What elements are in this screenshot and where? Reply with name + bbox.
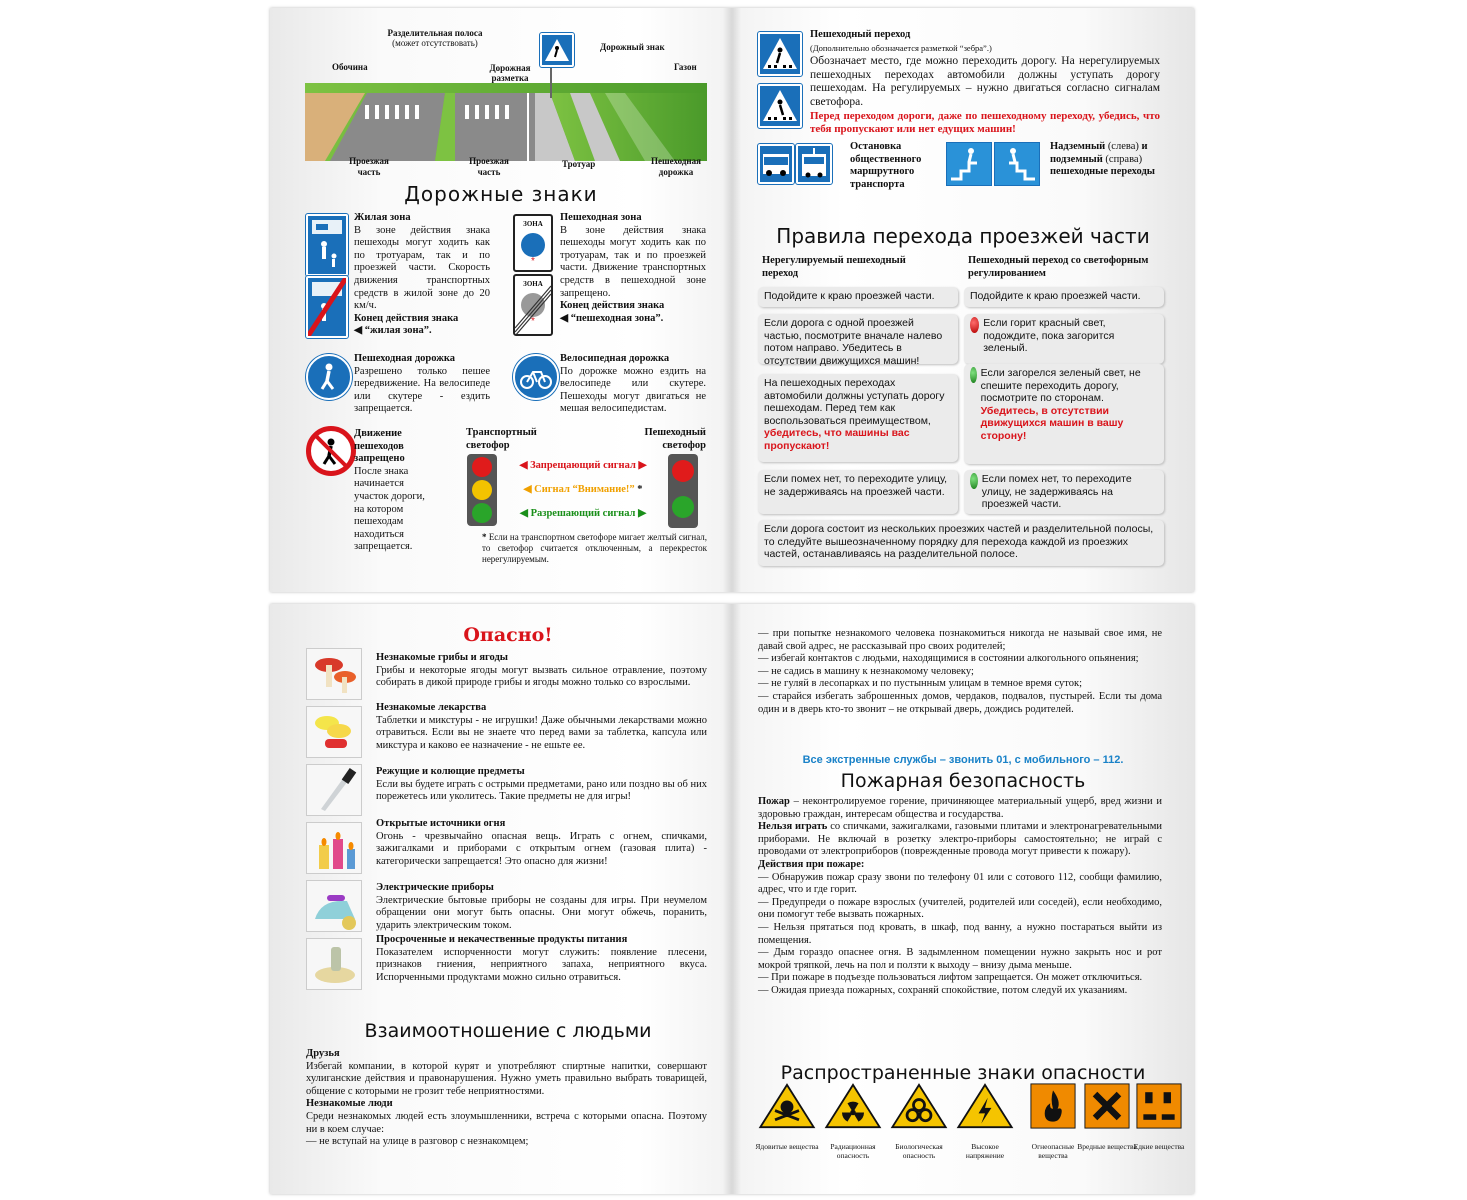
danger-item-4: Открытые источники огня Огонь - чрезвычайно опасная вещь. Играть с огнем, спичками, зажигалками и приборами с открытым огнем (газовая плита) - категорически запрещается! Это опасно для жизни! [376,818,707,867]
signal-stop: ◀ Запрещающий сигнал ▶ [519,460,647,471]
emergency-line: Все экстренные службы – звонить 01, с мобильного – 112. [802,754,1124,766]
danger-item-5: Электрические приборы Электрические бытовые приборы не созданы для игры. При неумелом обращении они могут быть опасны. Они могут обжечь, поранить, ударить электрическим током. [376,882,707,931]
label-lawn: Газон [674,62,697,72]
radiation-icon [822,1083,884,1129]
danger-item-3: Режущие и колющие предметы Если вы будете играть с острыми предметами, рано или поздно вы об них порежетесь или уколитесь. Такие предметы не для игры! [376,766,707,803]
hazard-label-3: Биологическая опасность [895,1142,943,1160]
danger-item-1: Незнакомые грибы и ягоды Грибы и некоторые ягоды могут вызвать сильное отравление, поэтому собирать в дикой природе грибы и ягоды можно только со взрослыми. [376,652,707,689]
crosswalk-sign-icon [540,33,574,67]
rule-c2-1: Подойдите к краю проезжей части. [964,287,1164,307]
page-crossing-rules [732,8,1194,592]
rule-c2-3: Если загорелся зеленый свет, не спешите переходить дорогу, посмотрите по сторонам. Убедитесь, в отсутствии движущихся машин в вашу сторону! [964,364,1164,464]
bike-path-sign-icon [513,354,559,400]
ped-path-text: Пешеходная дорожка Разрешено только пешее передвижение. На велосипеде или скутере - ездить запрещается. [354,353,490,415]
hazard-label-6: Вредные вещества [1077,1142,1137,1151]
transport-light-label: Транспортный светофор [466,427,537,451]
bus-stop-sign-icon [758,144,794,184]
spoiled-food-image [306,938,362,990]
underpass-text: Надземный (слева) и подземный (справа) пешеходные переходы [1050,141,1155,178]
rule-c1-1: Подойдите к краю проезжей части. [758,287,958,307]
fire-title: Пожарная безопасность [840,770,1086,792]
skull-icon [756,1083,818,1129]
hazard-label-4: Высокое напряжение [965,1142,1005,1160]
iron-image [306,880,362,932]
no-pedestrians-sign-icon [306,426,356,476]
corrosive-icon [1128,1083,1190,1129]
ped-zone-end-sign-icon: ЗОНА * [513,274,553,336]
living-zone-end-sign-icon [306,276,348,338]
label-road-sign: Дорожный знак [600,42,665,52]
no-pedestrians-text: Движение пешеходов запрещено После знака начинается участок дороги, на котором пешеходам находиться запрещается. [354,428,425,553]
signal-go: ◀ Разрешающий сигнал ▶ [519,508,647,519]
label-carriageway-1: Проезжая часть [349,156,389,177]
bus-stop-text: Остановка общественного маршрутного транспорта [850,141,922,190]
label-sidewalk: Тротуар [562,159,596,169]
overpass-sign-icon [946,142,992,186]
strangers-list: — при попытке незнакомого человека познакомиться никогда не называй свое имя, не давай свой адрес, не рассказывай про своих родителей; — избегай контактов с людьми, находящимися в состоянии алкогольного опьянения; — не садись в машину к незнакомому человеку; — не гуляй в лесопарках и по пустынным улицам в темное время суток; — старайся избегать заброшенных домов, чердаков, подвалов, пустырей. Если ты дома один и в дверь кто-то звонит – не открывай дверь, дождись родителей. [758,628,1162,715]
hazard-label-2: Радиационная опасность [830,1142,876,1160]
label-marking: Дорожная разметка [489,63,531,83]
sign-post [550,68,552,98]
fire-text: Пожар – неконтролируемое горение, причиняющее материальный ущерб, вред жизни и здоровью граждан, интересам общества и государства. Нельзя играть со спичками, зажигалками, газовыми плитами и электронагревательными приборами. Не включай в розетку электро-приборы самостоятельно; не играй с проводами от электроприборов (поврежденные провода могут привести к пожару). Действия при пожаре: — Обнаружив пожар сразу звони по телефону 01 или с сотового 112, сообщи фамилию, адрес, что и где горит. — Предупреди о пожаре взрослых (учителей, родителей или соседей), если необходимо, они помогут тебе вызвать пожарных. — Нельзя прятаться под кровать, в шкаф, под ванну, а нужно постараться выйти из помещения. — Дым гораздо опаснее огня. В задымленном помещении нужно закрыть нос и рот мокрой тряпкой, лечь на пол и ползти к выходу – внизу дыма меньше. — При пожаре в подъезде пользоваться лифтом запрещается. Он может отключиться. — Ожидая приезда пожарных, сохраняй спокойствие, потом следуй их указаниям. [758,796,1162,996]
hazard-label-7: Едкие вещества [1133,1142,1185,1151]
pedestrian-traffic-light [668,454,698,528]
hazard-label-5: Огнеопасные вещества [1031,1142,1075,1160]
label-shoulder: Обочина [332,62,368,72]
ped-path-sign-icon [306,354,352,400]
green-light-icon [970,367,977,383]
top-spread [270,8,1194,592]
rule-c2-4: Если помех нет, то переходите улицу, не задерживаясь на проезжей части. [964,470,1164,514]
crosswalk-sign-2-icon [758,84,802,128]
rules-title: Правила перехода проезжей части [776,224,1150,248]
rule-wide: Если дорога состоит из нескольких проезжих частей и разделительной полосы, то следуйте вышеозначенному порядку для перехода каждой из проезжих частей, останавливаясь на разделительной полосе. [758,520,1164,566]
flame-icon [1022,1083,1084,1129]
crosswalk-sign-1-icon [758,32,802,76]
lights-footnote: * Если на транспортном светофоре мигает желтый сигнал, то светофор считается отключенным, а перекресток нерегулируемым. [482,532,708,564]
medicines-image [306,706,362,758]
road-illustration [305,83,707,161]
rule-c2-2: Если горит красный свет, подождите, пока загорится зеленый. [964,314,1164,364]
pedestrian-light-label: Пешеходный светофор [644,427,706,451]
danger-item-6: Просроченные и некачественные продукты питания Показателем испорченности могут служить: появление плесени, признаков гниения, неприятного запаха, неприятного вкуса. Испорченными продуктами можно сильно отравиться. [376,934,707,983]
rule-c1-4: Если помех нет, то переходите улицу, не задерживаясь на проезжей части. [758,470,958,514]
green-light-icon [970,473,978,489]
lightning-icon [954,1083,1016,1129]
underpass-sign-icon [994,142,1040,186]
candles-image [306,822,362,874]
rule-c1-3: На пешеходных переходах автомобили должны уступать дорогу пешеходам. Перед тем как воспользоваться преимуществом, убедитесь, что машины вас пропускают! [758,374,958,462]
danger-item-2: Незнакомые лекарства Таблетки и микстуры - не игрушки! Даже обычными лекарствами можно отравиться. Если вы не знаете что перед вами за таблетка, капсула или микстура и каково ее назначение - не ешьте ее. [376,702,707,751]
transport-traffic-light [467,454,497,526]
bike-path-text: Велосипедная дорожка По дорожке можно ездить на велосипеде или скутере. Пешеходы могут двигаться не мешая велосипедистам. [560,353,706,415]
living-zone-sign-icon [306,214,348,276]
label-carriageway-2: Проезжая часть [469,156,509,177]
knife-image [306,764,362,816]
tram-stop-sign-icon [796,144,832,184]
rule-c1-2: Если дорога с одной проезжей частью, посмотрите вначале налево потом направо. Убедитесь в отсутствии движущихся машин! [758,314,958,364]
ped-zone-text: Пешеходная зона В зоне действия знака пешеходы могут ходить как по тротуарам, так и по проезжей части. Движение транспортных средств в пешеходной зоне запрещено. Конец действия знака ◀ “пешеходная зона”. [560,212,706,324]
signal-attention: ◀ Сигнал “Внимание!” * [523,484,643,495]
danger-title: Опасно! [463,624,553,646]
mushrooms-image [306,648,362,700]
people-title: Взаимоотношение с людьми [364,1020,652,1042]
rules-col1-head: Нерегулируемый пешеходный переход [762,255,906,279]
ped-zone-sign-icon: ЗОНА * [513,214,553,272]
red-light-icon [970,317,979,333]
bottom-spread [270,604,1194,1194]
hazard-label-1: Ядовитые вещества [755,1142,819,1151]
label-footpath: Пешеходная дорожка [651,156,701,177]
road-signs-title: Дорожные знаки [404,182,598,206]
crossing-text: Пешеходный переход (Дополнительно обозначается разметкой “зебра”.) Обозначает место, где можно переходить дорогу. На нерегулируемых пешеходных переходах автомобили должны уступать дорогу пешеходам. На регулируемых – нужно двигаться согласно сигналам светофора. Перед переходом дороги, даже по пешеходному переходу, убедись, что тебя пропускают или нет едущих машин! [810,29,1160,136]
living-zone-text: Жилая зона В зоне действия знака пешеходы могут ходить как по тротуарам, так и по проезжей части. Скорость движения транспортных средств в жилой зоне до 20 км/ч. Конец действия знака ◀ “жилая зона”. [354,212,490,337]
rules-col2-head: Пешеходный переход со светофорным регулированием [968,255,1149,279]
label-median: Разделительная полоса (может отсутствовать) [387,28,483,48]
page-fire [732,604,1194,1194]
people-text: Друзья Избегай компании, в которой курят и употребляют спиртные напитки, совершают хулиганские действия и правонарушения. Нужно уметь правильно выбрать товарищей, общение с которыми не грозит тебе неприятностями. Незнакомые люди Среди незнакомых людей есть злоумышленники, встреча с которыми опасна. Поэтому ни в коем случае: — не вступай на улице в разговор с незнакомцем; [306,1048,707,1148]
page-danger [270,604,732,1194]
page-road-signs [270,8,732,592]
hazards-title: Распространенные знаки опасности [780,1062,1146,1084]
biohazard-icon [888,1083,950,1129]
